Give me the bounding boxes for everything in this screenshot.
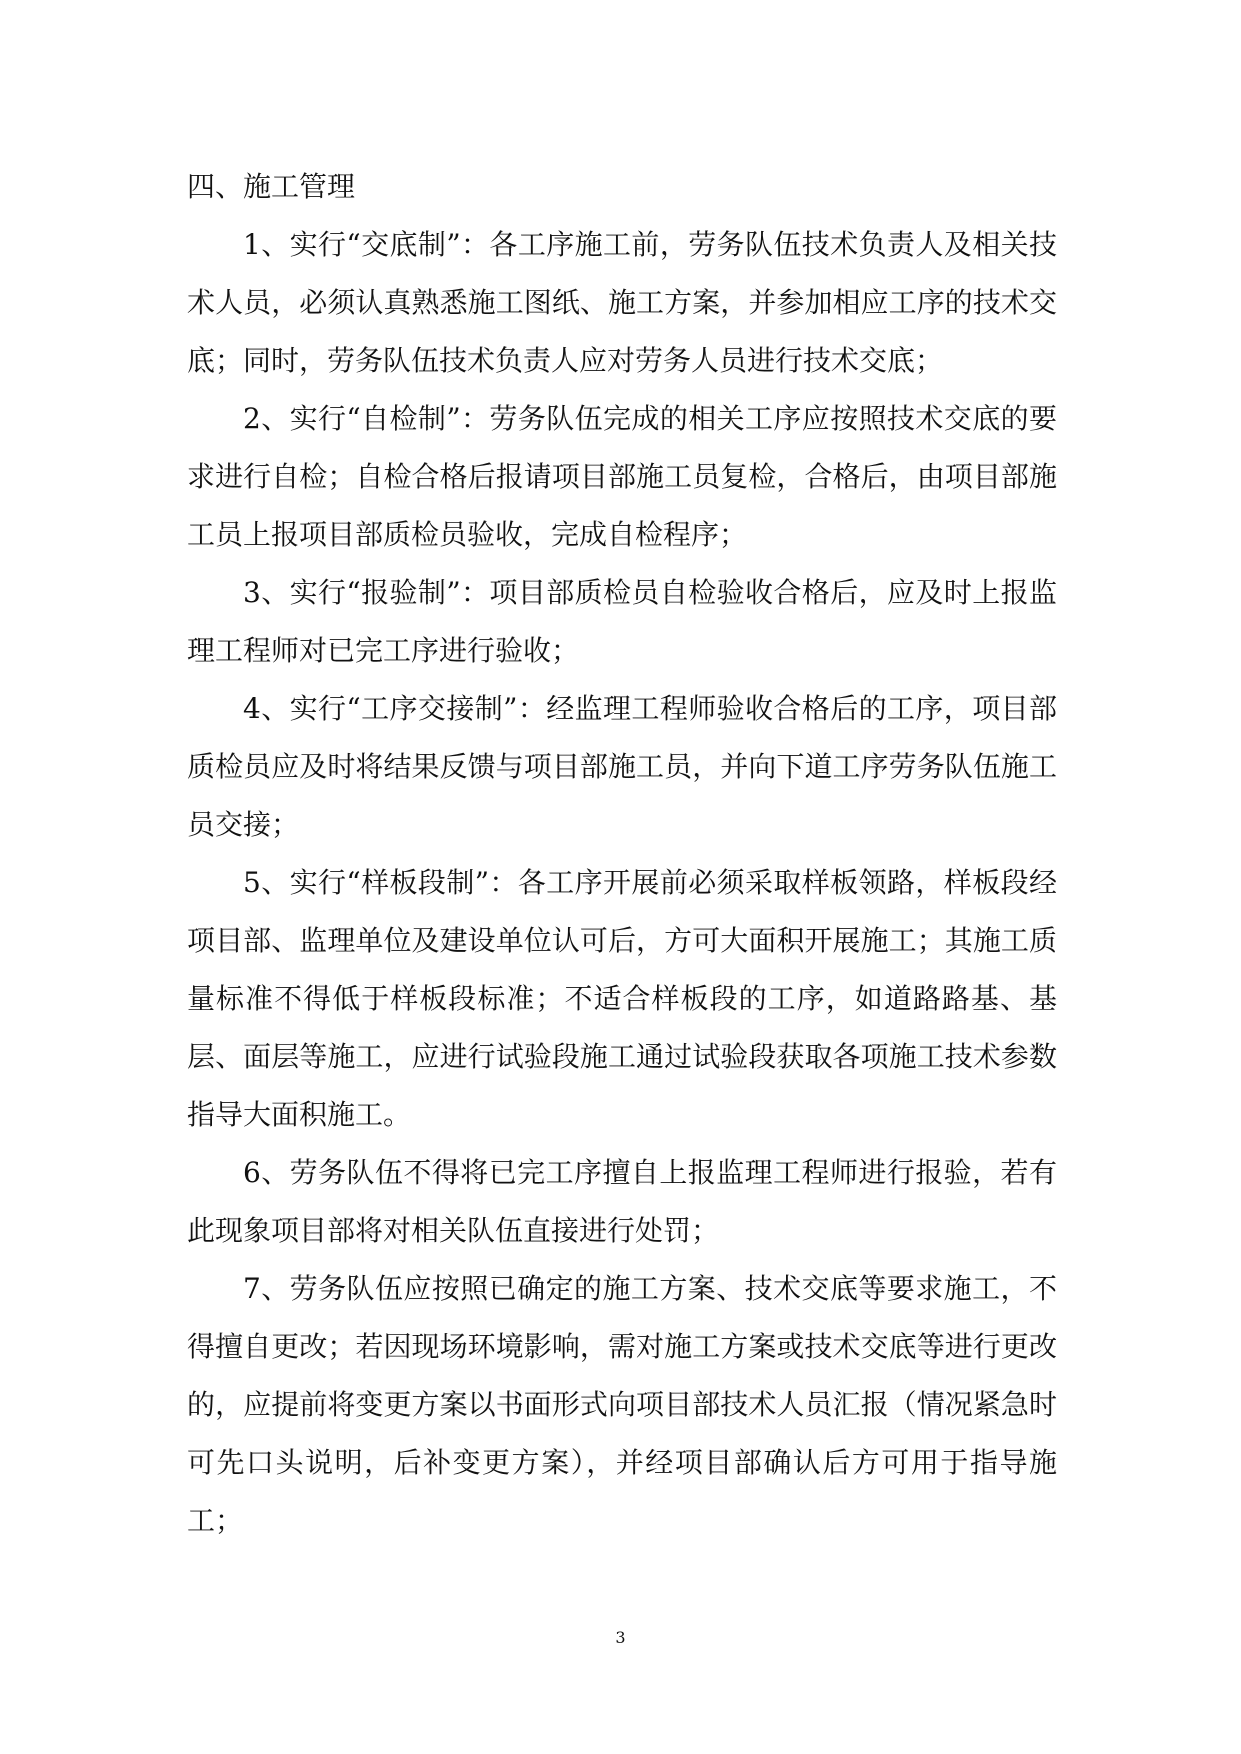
paragraph-1: 1、实行“交底制”：各工序施工前，劳务队伍技术负责人及相关技术人员，必须认真熟悉施工图纸、施工方案，并参加相应工序的技术交底；同时，劳务队伍技术负责人应对劳务人员进行技术交底；: [187, 228, 1057, 377]
document-body: [187, 158, 1057, 1550]
paragraph-3: 3、实行“报验制”：项目部质检员自检验收合格后，应及时上报监理工程师对已完工序进行验收；: [187, 576, 1057, 667]
page-number: 3: [615, 1628, 626, 1647]
section-heading: 四、施工管理: [187, 170, 356, 203]
paragraph-6: 6、劳务队伍不得将已完工序擅自上报监理工程师进行报验，若有此现象项目部将对相关队伍直接进行处罚；: [187, 1156, 1057, 1247]
paragraph-5: 5、实行“样板段制”：各工序开展前必须采取样板领路，样板段经项目部、监理单位及建设单位认可后，方可大面积开展施工；其施工质量标准不得低于样板段标准；不适合样板段的工序，如道路路基、基层、面层等施工，应进行试验段施工通过试验段获取各项施工技术参数指导大面积施工。: [187, 866, 1057, 1131]
paragraph-4: 4、实行“工序交接制”：经监理工程师验收合格后的工序，项目部质检员应及时将结果反馈与项目部施工员，并向下道工序劳务队伍施工员交接；: [187, 692, 1057, 841]
paragraph-2: 2、实行“自检制”：劳务队伍完成的相关工序应按照技术交底的要求进行自检；自检合格后报请项目部施工员复检，合格后，由项目部施工员上报项目部质检员验收，完成自检程序；: [187, 402, 1057, 551]
paragraph-7: 7、劳务队伍应按照已确定的施工方案、技术交底等要求施工，不得擅自更改；若因现场环境影响，需对施工方案或技术交底等进行更改的，应提前将变更方案以书面形式向项目部技术人员汇报（情况紧急时可先口头说明，后补变更方案），并经项目部确认后方可用于指导施工；: [187, 1272, 1057, 1537]
